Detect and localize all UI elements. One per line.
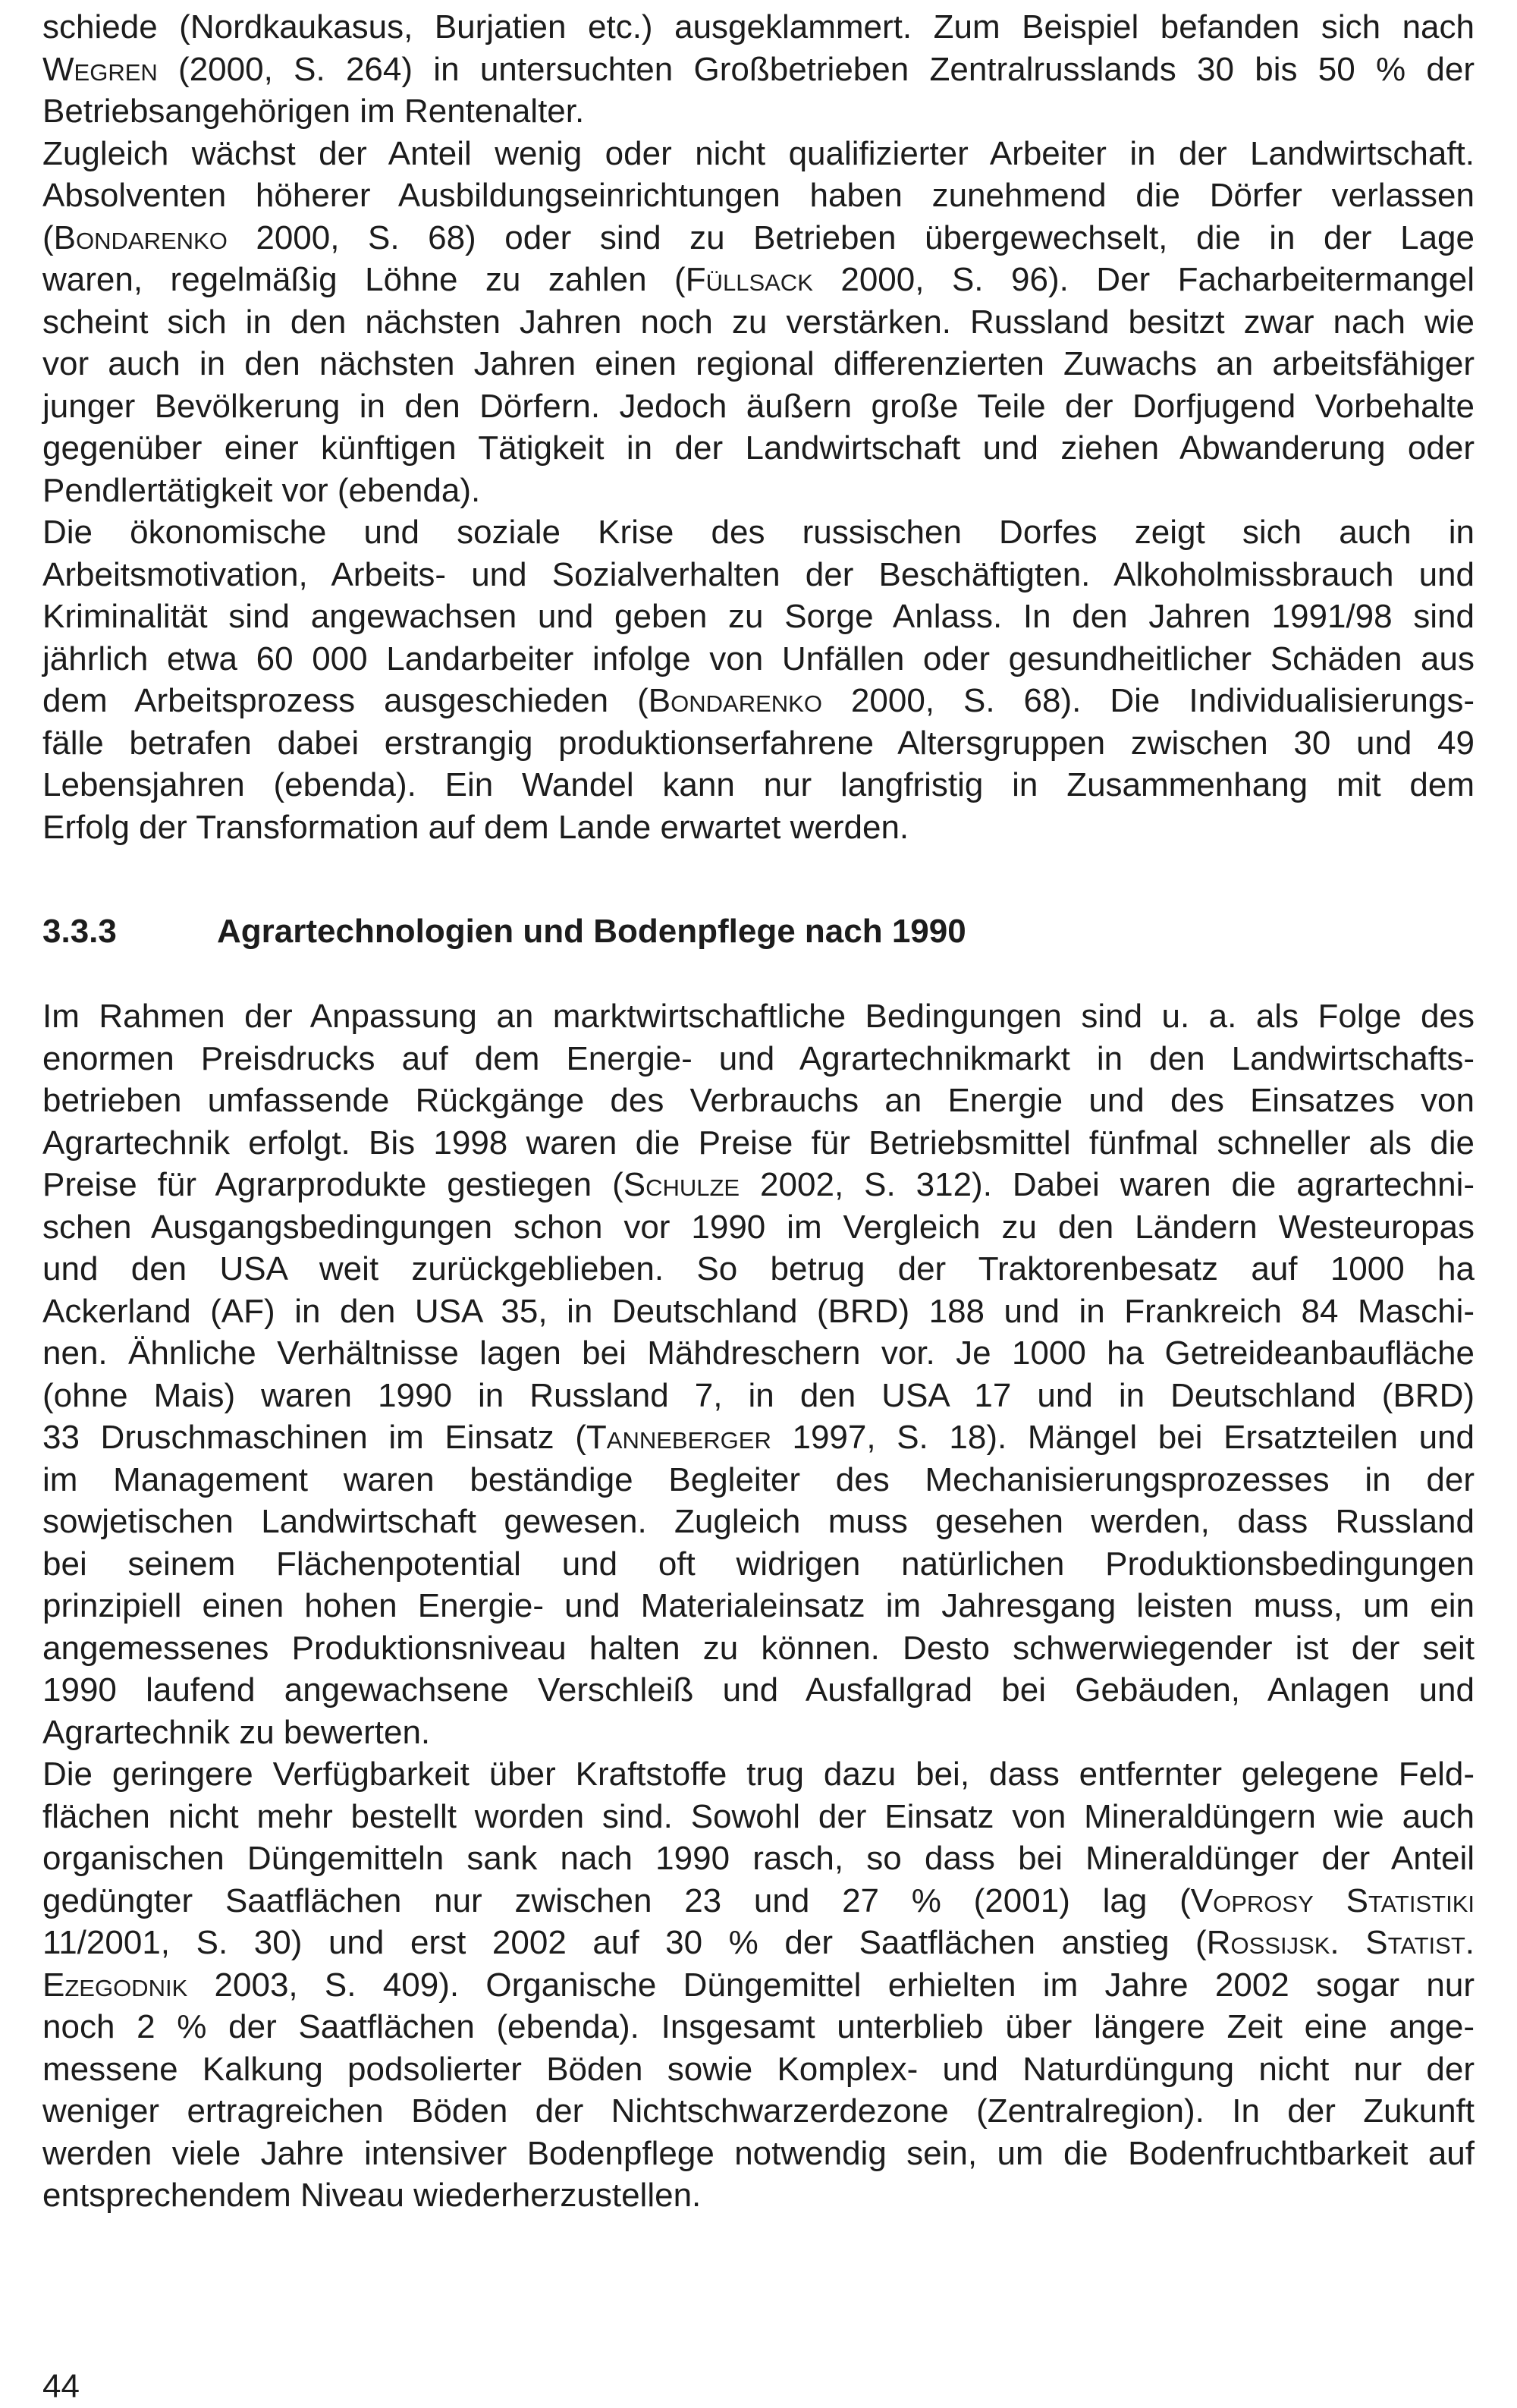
cited-author: Wegren	[42, 50, 158, 88]
text-line: schen Ausgangsbedingungen schon vor 1990 im Vergleich zu den Ländern Westeuropas	[42, 1208, 1475, 1246]
cited-author: Ezegodnik	[42, 1966, 188, 2004]
text-line: messene Kalkung podsolierter Böden sowie Komplex- und Naturdüngung nicht nur der	[42, 2050, 1475, 2088]
cited-author: Tanneberger	[586, 1419, 771, 1456]
paragraph	[42, 6, 1475, 133]
text-line: Erfolg der Transformation auf dem Lande erwartet werden.	[42, 808, 909, 846]
text-line: entsprechendem Niveau wiederherzustellen.	[42, 2177, 702, 2214]
text-line: Wegren (2000, S. 264) in untersuchten Großbetrieben Zentralrusslands 30 bis 50 % der	[42, 50, 1475, 88]
text-line: Betriebsangehörigen im Rentenalter.	[42, 93, 585, 130]
text-line: und den USA weit zurückgeblieben. So betrug der Traktorenbesatz auf 1000 ha	[42, 1250, 1475, 1287]
cited-author: Statist.	[1365, 1924, 1475, 1961]
text-line: 1990 laufend angewachsene Verschleiß und Ausfallgrad bei Gebäuden, Anlagen und	[42, 1671, 1475, 1709]
text-line: 33 Druschmaschinen im Einsatz (Tanneberger 1997, S. 18). Mängel bei Ersatzteilen und	[42, 1419, 1475, 1456]
text-line: organischen Düngemitteln sank nach 1990 rasch, so dass bei Mineraldünger der Anteil	[42, 1840, 1475, 1877]
cited-author: Voprosy	[1190, 1881, 1314, 1919]
paragraph	[42, 511, 1475, 848]
text-line: Ackerland (AF) in den USA 35, in Deutschland (BRD) 188 und in Frankreich 84 Maschi-	[42, 1292, 1475, 1330]
section-number: 3.3.3	[42, 913, 117, 950]
text-line: enormen Preisdrucks auf dem Energie- und Agrartechnikmarkt in den Landwirtschafts-	[42, 1039, 1475, 1077]
cited-author: Füllsack	[685, 261, 813, 298]
text-line: Agrartechnik zu bewerten.	[42, 1713, 431, 1751]
text-line: (ohne Mais) waren 1990 in Russland 7, in den USA 17 und in Deutschland (BRD)	[42, 1376, 1475, 1414]
text-line: angemessenes Produktionsniveau halten zu können. Desto schwerwiegender ist der seit	[42, 1629, 1475, 1667]
text-line: nen. Ähnliche Verhältnisse lagen bei Mähdreschern vor. Je 1000 ha Getreideanbaufläche	[42, 1334, 1475, 1372]
text-line: Ezegodnik 2003, S. 409). Organische Düngemittel erhielten im Jahre 2002 sogar nur	[42, 1966, 1475, 2004]
section-title: Agrartechnologien und Bodenpflege nach 1990	[217, 913, 966, 950]
text-line: betrieben umfassende Rückgänge des Verbrauchs an Energie und des Einsatzes von	[42, 1082, 1475, 1119]
text-line: jährlich etwa 60 000 Landarbeiter infolge von Unfällen oder gesundheitlicher Schäden aus	[42, 640, 1475, 677]
text-line: Zugleich wächst der Anteil wenig oder nicht qualifizierter Arbeiter in der Landwirtschaft.	[42, 134, 1475, 172]
text-line: 11/2001, S. 30) und erst 2002 auf 30 % der Saatflächen anstieg (Rossijsk. Statist.	[42, 1924, 1475, 1961]
cited-author: Rossijsk.	[1206, 1924, 1340, 1961]
text-line: Die geringere Verfügbarkeit über Kraftstoffe trug dazu bei, dass entfernter gelegene Feld-	[42, 1756, 1475, 1793]
text-line: Die ökonomische und soziale Krise des russischen Dorfes zeigt sich auch in	[42, 514, 1475, 551]
page-number: 44	[42, 2368, 80, 2405]
text-line: schiede (Nordkaukasus, Burjatien etc.) ausgeklammert. Zum Beispiel befanden sich nach	[42, 8, 1475, 46]
paragraph	[42, 995, 1475, 1753]
text-line: noch 2 % der Saatflächen (ebenda). Insgesamt unterblieb über längere Zeit eine ange-	[42, 2008, 1475, 2045]
text-line: vor auch in den nächsten Jahren einen regional differenzierten Zuwachs an arbeitsfähiger	[42, 345, 1475, 382]
text-line: Kriminalität sind angewachsen und geben zu Sorge Anlass. In den Jahren 1991/98 sind	[42, 598, 1475, 635]
text-line: Pendlertätigkeit vor (ebenda).	[42, 471, 481, 509]
paragraph	[42, 133, 1475, 512]
body-text-section-2	[42, 995, 1475, 2217]
text-line: werden viele Jahre intensiver Bodenpflege notwendig sein, um die Bodenfruchtbarkeit auf	[42, 2134, 1475, 2172]
text-line: Arbeitsmotivation, Arbeits- und Sozialverhalten der Beschäftigten. Alkoholmissbrauch und	[42, 555, 1475, 593]
text-line: junger Bevölkerung in den Dörfern. Jedoch äußern große Teile der Dorfjugend Vorbehalte	[42, 387, 1475, 425]
cited-author: Bondarenko	[648, 682, 822, 719]
text-line: Agrartechnik erfolgt. Bis 1998 waren die Preise für Betriebsmittel fünfmal schneller als die	[42, 1124, 1475, 1162]
text-line: waren, regelmäßig Löhne zu zahlen (Füllsack 2000, S. 96). Der Facharbeitermangel	[42, 261, 1475, 298]
text-line: scheint sich in den nächsten Jahren noch zu verstärken. Russland besitzt zwar nach wie	[42, 303, 1475, 341]
text-line: dem Arbeitsprozess ausgeschieden (Bondarenko 2000, S. 68). Die Individualisierungs-	[42, 682, 1475, 719]
cited-author: Statistiki	[1346, 1881, 1475, 1919]
text-line: Absolventen höherer Ausbildungseinrichtungen haben zunehmend die Dörfer verlassen	[42, 177, 1475, 214]
text-line: gegenüber einer künftigen Tätigkeit in der Landwirtschaft und ziehen Abwanderung oder	[42, 429, 1475, 467]
cited-author: Schulze	[623, 1166, 740, 1203]
text-line: (Bondarenko 2000, S. 68) oder sind zu Betrieben übergewechselt, die in der Lage	[42, 218, 1475, 256]
text-line: Preise für Agrarprodukte gestiegen (Schulze 2002, S. 312). Dabei waren die agrartechni-	[42, 1166, 1475, 1203]
text-line: fälle betrafen dabei erstrangig produktionserfahrene Altersgruppen zwischen 30 und 49	[42, 724, 1475, 762]
text-line: weniger ertragreichen Böden der Nichtschwarzerdezone (Zentralregion). In der Zukunft	[42, 2092, 1475, 2130]
text-line: gedüngter Saatflächen nur zwischen 23 und 27 % (2001) lag (Voprosy Statistiki	[42, 1881, 1475, 1919]
text-line: flächen nicht mehr bestellt worden sind. Sowohl der Einsatz von Mineraldüngern wie auch	[42, 1797, 1475, 1835]
text-line: prinzipiell einen hohen Energie- und Materialeinsatz im Jahresgang leisten muss, um ein	[42, 1587, 1475, 1624]
cited-author: Bondarenko	[53, 218, 228, 256]
text-line: bei seinem Flächenpotential und oft widrigen natürlichen Produktionsbedingungen	[42, 1545, 1475, 1583]
text-line: im Management waren beständige Begleiter des Mechanisierungsprozesses in der	[42, 1460, 1475, 1498]
text-line: Lebensjahren (ebenda). Ein Wandel kann nur langfristig in Zusammenhang mit dem	[42, 766, 1475, 803]
text-line: sowjetischen Landwirtschaft gewesen. Zugleich muss gesehen werden, dass Russland	[42, 1503, 1475, 1540]
paragraph	[42, 1753, 1475, 2217]
body-text-section-1	[42, 6, 1475, 848]
text-line: Im Rahmen der Anpassung an marktwirtschaftliche Bedingungen sind u. a. als Folge des	[42, 998, 1475, 1035]
